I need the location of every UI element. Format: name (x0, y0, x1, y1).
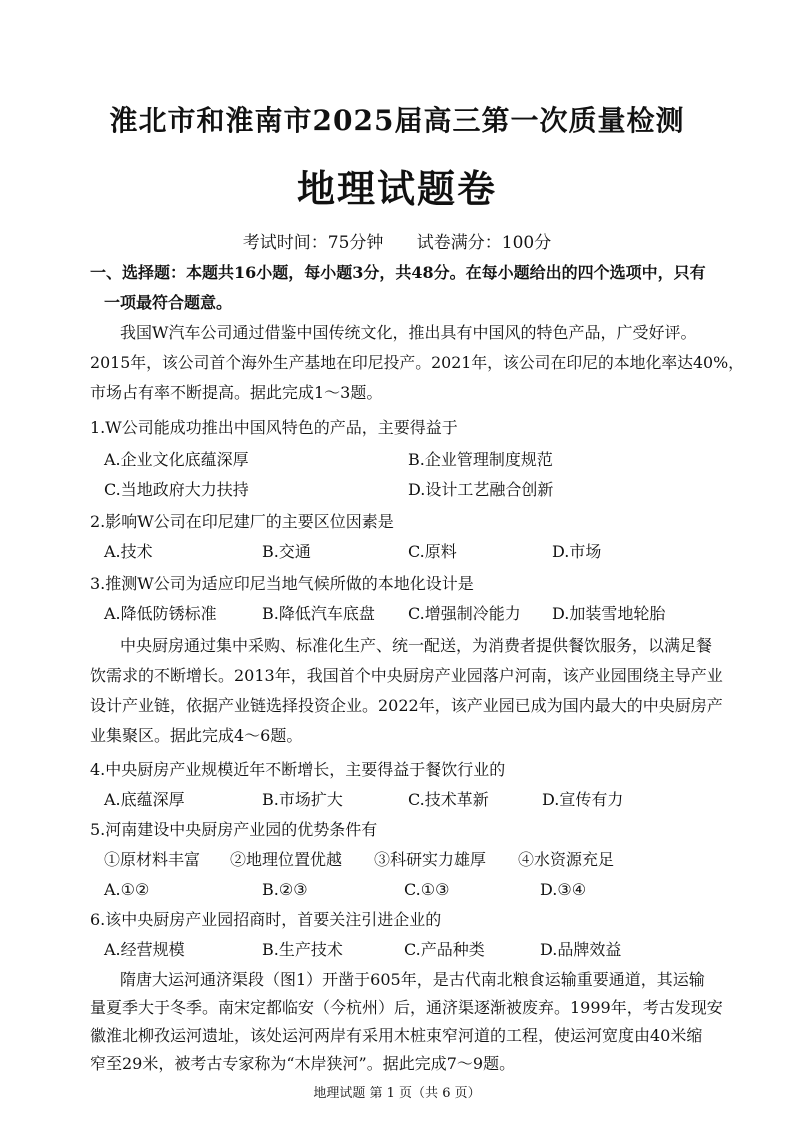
q5-option-a[interactable]: A.①② (104, 880, 150, 899)
section-heading-line1: 一、选择题：本题共16小题，每小题3分，共48分。在每小题给出的四个选项中，只有 (90, 263, 706, 282)
q4-option-a[interactable]: A.底蕴深厚 (104, 790, 185, 809)
q6-option-a[interactable]: A.经营规模 (104, 940, 185, 959)
q4-option-b[interactable]: B.市场扩大 (262, 790, 343, 809)
passage3-line1: 隋唐大运河通济渠段（图1）开凿于605年，是古代南北粮食运输重要通道，其运输 (120, 970, 705, 989)
q5-item-2: ②地理位置优越 (230, 850, 343, 869)
q2-stem: 2.影响W公司在印尼建厂的主要区位因素是 (90, 512, 394, 531)
q3-option-b[interactable]: B.降低汽车底盘 (262, 604, 375, 623)
q5-option-c[interactable]: C.①③ (404, 880, 450, 899)
q6-option-c[interactable]: C.产品种类 (404, 940, 485, 959)
q2-option-b[interactable]: B.交通 (262, 542, 311, 561)
q5-stem: 5.河南建设中央厨房产业园的优势条件有 (90, 820, 378, 839)
passage1-line1: 我国W汽车公司通过借鉴中国传统文化，推出具有中国风的特色产品，广受好评。 (120, 323, 697, 342)
passage2-line2: 饮需求的不断增长。2013年，我国首个中央厨房产业园落户河南，该产业园围绕主导产业 (90, 666, 723, 685)
exam-time: 考试时间：75分钟 (242, 233, 384, 253)
page-footer: 地理试题 第 1 页（共 6 页） (313, 1086, 481, 1101)
subject-title: 地理试题卷 (296, 166, 497, 211)
passage3-line3: 徽淮北柳孜运河遗址，该处运河两岸有采用木桩束窄河道的工程，使运河宽度由40米缩 (90, 1026, 703, 1045)
q2-option-a[interactable]: A.技术 (104, 542, 153, 561)
passage2-line1: 中央厨房通过集中采购、标准化生产、统一配送，为消费者提供餐饮服务，以满足餐 (120, 636, 713, 655)
q5-option-b[interactable]: B.②③ (262, 880, 308, 899)
passage3-line2: 量夏季大于冬季。南宋定都临安（今杭州）后，通济渠逐渐被废弃。1999年，考古发现安 (90, 998, 723, 1017)
q4-stem: 4.中央厨房产业规模近年不断增长，主要得益于餐饮行业的 (90, 760, 506, 779)
passage2-line3: 设计产业链，依据产业链选择投资企业。2022年，该产业园已成为国内最大的中央厨房产 (90, 696, 723, 715)
exam-title: 淮北市和淮南市2025届高三第一次质量检测 (109, 104, 685, 137)
q1-option-d[interactable]: D.设计工艺融合创新 (408, 480, 554, 499)
q1-option-b[interactable]: B.企业管理制度规范 (408, 450, 553, 469)
passage3-line4: 窄至29米，被考古专家称为“木岸狭河”。据此完成7～9题。 (90, 1054, 516, 1073)
q1-option-a[interactable]: A.企业文化底蕴深厚 (104, 450, 249, 469)
exam-score: 试卷满分：100分 (416, 233, 552, 253)
q4-option-d[interactable]: D.宣传有力 (542, 790, 624, 809)
passage1-line2: 2015年，该公司首个海外生产基地在印尼投产。2021年，该公司在印尼的本地化率达40%， (90, 353, 745, 372)
passage2-line4: 业集聚区。据此完成4～6题。 (90, 726, 303, 745)
q6-stem: 6.该中央厨房产业园招商时，首要关注引进企业的 (90, 910, 442, 929)
passage1-line3: 市场占有率不断提高。据此完成1～3题。 (90, 383, 383, 402)
q6-option-b[interactable]: B.生产技术 (262, 940, 343, 959)
q2-option-d[interactable]: D.市场 (552, 542, 602, 561)
q2-option-c[interactable]: C.原料 (408, 542, 457, 561)
q5-item-3: ③科研实力雄厚 (374, 850, 487, 869)
q3-option-a[interactable]: A.降低防锈标准 (104, 604, 217, 623)
q1-option-c[interactable]: C.当地政府大力扶持 (104, 480, 249, 499)
section-heading-line2: 一项最符合题意。 (104, 293, 233, 312)
q5-item-4: ④水资源充足 (518, 850, 615, 869)
q4-option-c[interactable]: C.技术革新 (408, 790, 489, 809)
q3-option-c[interactable]: C.增强制冷能力 (408, 604, 521, 623)
exam-meta (0, 228, 794, 253)
q5-item-1: ①原材料丰富 (104, 850, 201, 869)
q5-option-d[interactable]: D.③④ (540, 880, 587, 899)
q6-option-d[interactable]: D.品牌效益 (540, 940, 622, 959)
q3-stem: 3.推测W公司为适应印尼当地气候所做的本地化设计是 (90, 574, 474, 593)
q1-stem: 1.W公司能成功推出中国风特色的产品，主要得益于 (90, 418, 458, 437)
q3-option-d[interactable]: D.加装雪地轮胎 (552, 604, 666, 623)
